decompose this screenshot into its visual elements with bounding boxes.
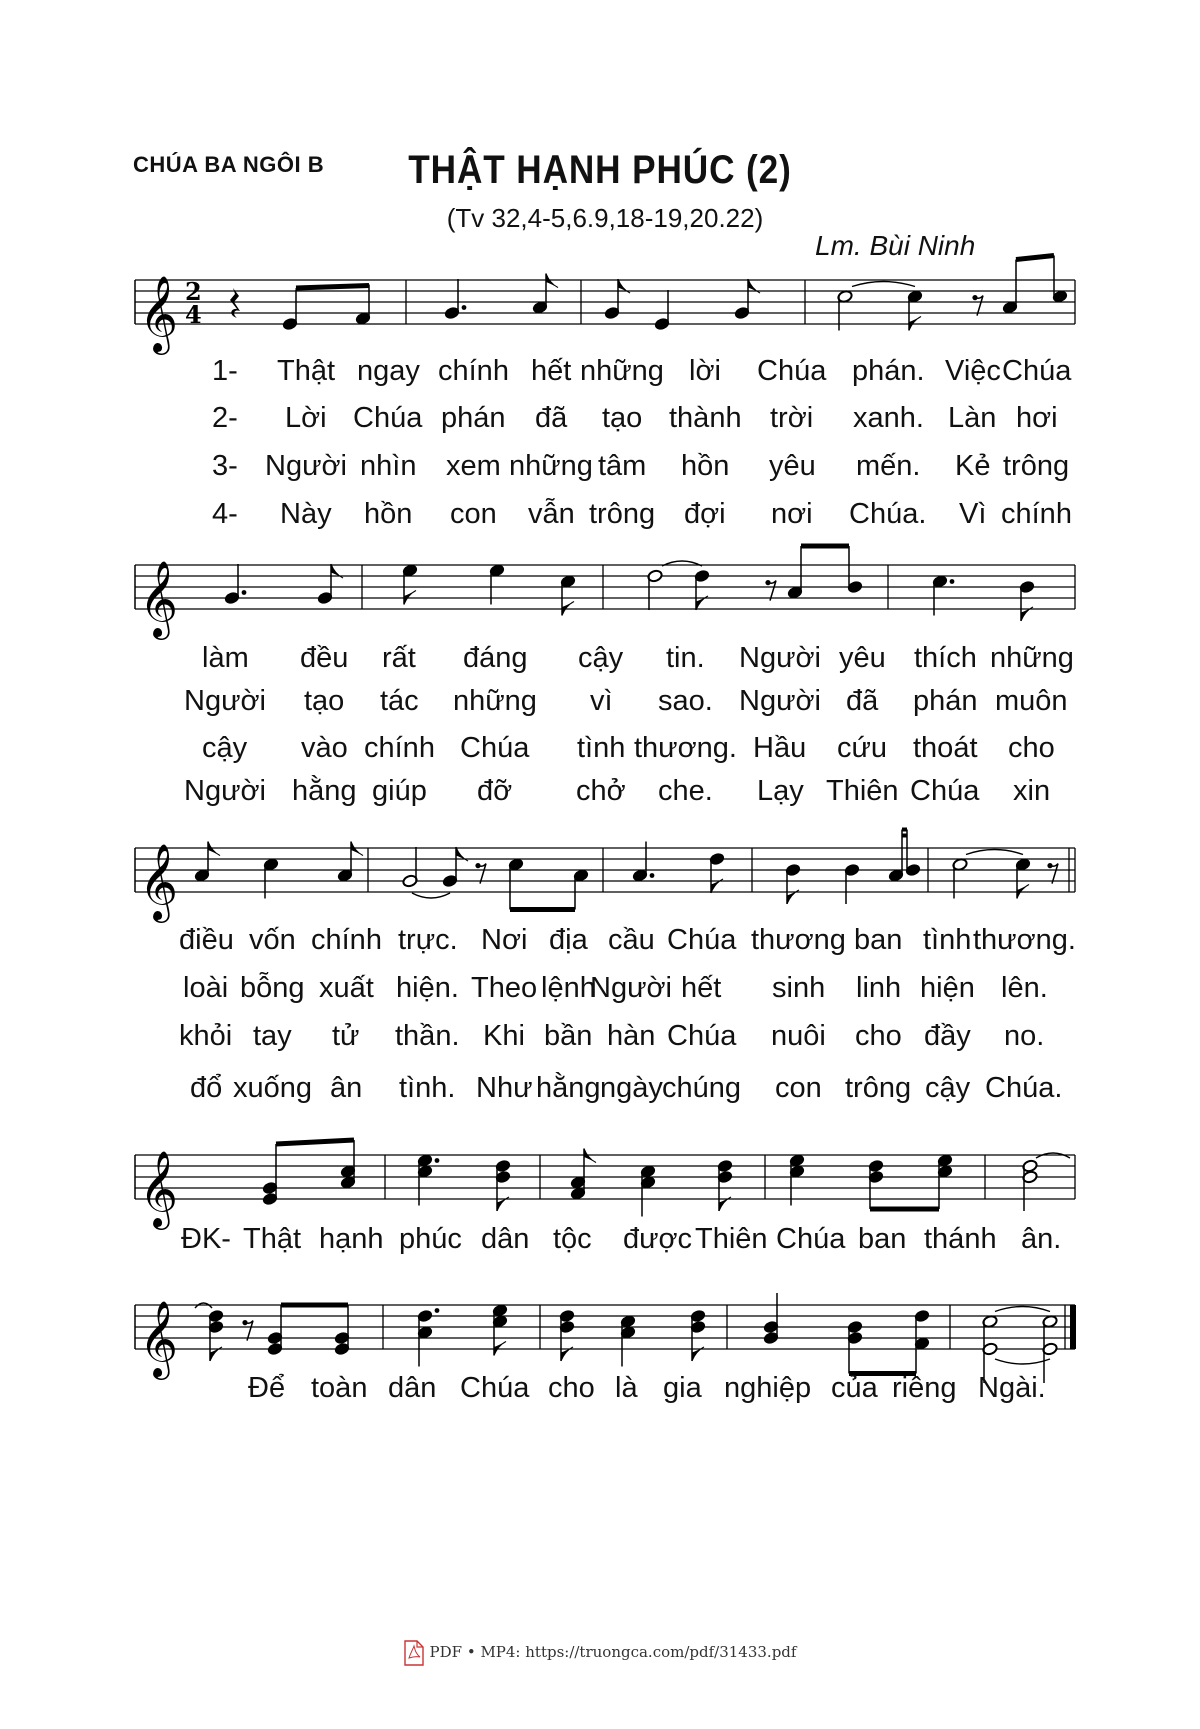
lyric-word: tình — [923, 924, 972, 956]
lyric-word: thương — [751, 924, 846, 956]
lyric-word: thành — [669, 402, 742, 434]
lyric-word: tình. — [399, 1072, 456, 1104]
lyric-word: loài — [183, 972, 229, 1004]
lyric-word: nghiệp — [724, 1372, 812, 1404]
lyric-word: tạo — [602, 402, 643, 434]
lyric-word: đáng — [463, 642, 528, 674]
lyric-word: tình — [577, 732, 626, 764]
augmentation-dot — [435, 1158, 440, 1163]
lyric-word: riêng — [892, 1372, 957, 1404]
lyric-word: Chúa — [1002, 355, 1072, 387]
augmentation-dot — [242, 590, 247, 595]
lyric-word: bỗng — [240, 972, 305, 1004]
lyric-word: ngày — [600, 1072, 663, 1104]
lyric-word: Hầu — [753, 732, 807, 764]
lyric-word: ngay — [357, 355, 420, 387]
note-beam — [276, 1140, 354, 1144]
lyric-word: của — [831, 1372, 878, 1404]
lyric-word: Chúa — [353, 402, 423, 434]
lyric-word: Thật — [243, 1223, 302, 1255]
staff-system-2 — [0, 545, 1200, 635]
lyric-word: chính — [1001, 498, 1072, 530]
lyric-word: nhìn — [360, 450, 417, 482]
lyric-word: Vì — [959, 498, 987, 530]
lyric-word: cho — [1008, 732, 1055, 764]
lyric-word: trông — [1003, 450, 1070, 482]
lyric-word: chở — [576, 775, 626, 807]
time-signature-top: 2 — [185, 277, 202, 306]
lyric-word: Người — [739, 642, 821, 674]
lyric-word: chính — [311, 924, 382, 956]
lyric-word: trông — [845, 1072, 912, 1104]
lyric-word: đều — [300, 642, 349, 674]
lyric-word: 1- — [212, 355, 238, 387]
lyric-word: bần — [544, 1020, 593, 1052]
lyric-word: tộc — [553, 1223, 592, 1255]
lyric-word: Người — [590, 972, 672, 1004]
lyric-word: Chúa — [460, 732, 530, 764]
lyric-word: ĐK- — [181, 1223, 231, 1255]
lyric-word: Này — [280, 498, 332, 530]
lyric-word: Thật — [277, 355, 336, 387]
lyric-word: vốn — [249, 924, 296, 956]
occasion-label: CHÚA BA NGÔI B — [133, 152, 325, 177]
lyric-word: điều — [179, 924, 234, 956]
lyric-word: Lời — [285, 402, 327, 434]
lyric-word: ban — [854, 924, 903, 956]
lyric-word: chính — [364, 732, 435, 764]
lyric-word: đổ — [190, 1072, 223, 1104]
verse-lyrics-row — [0, 355, 1200, 395]
lyric-word: xuất — [319, 972, 374, 1004]
lyric-word: chúng — [662, 1072, 742, 1104]
lyric-word: thần. — [395, 1020, 460, 1052]
lyric-word: thương. — [634, 732, 737, 764]
lyric-word: Việc — [945, 355, 1001, 387]
lyric-word: những — [580, 355, 664, 387]
refrain-lyrics-row — [0, 1223, 1200, 1263]
lyric-word: nơi — [771, 498, 813, 530]
lyric-word: tạo — [304, 685, 345, 717]
lyric-word: địa — [549, 924, 588, 956]
lyric-word: dân — [388, 1372, 437, 1404]
verse-lyrics-row — [0, 642, 1200, 682]
lyric-word: giúp — [372, 775, 427, 807]
tie — [995, 1359, 1050, 1364]
lyric-word: Chúa — [460, 1372, 530, 1404]
lyric-word: hồn — [364, 498, 413, 530]
treble-clef-icon: 𝄞 — [139, 560, 179, 637]
footer-link[interactable] — [0, 1640, 1200, 1666]
verse-lyrics-row — [0, 1072, 1200, 1112]
lyric-word: Làn — [948, 402, 997, 434]
lyric-word: cậy — [925, 1072, 971, 1104]
lyric-word: Thiên — [826, 775, 899, 807]
lyric-word: cho — [855, 1020, 902, 1052]
lyric-word: trực. — [398, 924, 458, 956]
lyric-word: xanh. — [853, 402, 924, 434]
lyric-word: hằng — [292, 775, 357, 807]
lyric-word: Chúa. — [985, 1072, 1063, 1104]
lyric-word: Để — [248, 1372, 286, 1404]
lyric-word: thoát — [913, 732, 978, 764]
lyric-word: cậy — [202, 732, 248, 764]
lyric-word: 2- — [212, 402, 238, 434]
lyric-word: Chúa — [776, 1223, 846, 1255]
lyric-word: làm — [202, 642, 249, 674]
lyric-word: ban — [858, 1223, 907, 1255]
lyric-word: 3- — [212, 450, 238, 482]
lyric-word: đầy — [924, 1020, 971, 1052]
verse-lyrics-row — [0, 732, 1200, 772]
lyric-word: tay — [253, 1020, 292, 1052]
staff-system-1 — [0, 260, 1200, 350]
lyric-word: đã — [846, 685, 879, 717]
refrain-lyrics-row — [0, 1372, 1200, 1412]
lyric-word: Ngài. — [978, 1372, 1046, 1404]
lyric-word: Theo — [471, 972, 538, 1004]
augmentation-dot — [435, 1308, 440, 1313]
lyric-word: hết — [531, 355, 572, 387]
verse-lyrics-row — [0, 685, 1200, 725]
lyric-word: yêu — [769, 450, 816, 482]
final-barline — [1070, 1305, 1076, 1349]
lyric-word: cứu — [837, 732, 888, 764]
lyric-word: ân — [330, 1072, 363, 1104]
lyric-word: tử — [332, 1020, 360, 1052]
lyric-word: Khi — [483, 1020, 525, 1052]
verse-lyrics-row — [0, 972, 1200, 1012]
lyric-word: thương. — [973, 924, 1076, 956]
lyric-word: cậy — [578, 642, 624, 674]
augmentation-dot — [650, 873, 655, 878]
verse-lyrics-row — [0, 498, 1200, 538]
lyric-word: hồn — [681, 450, 730, 482]
lyric-word: lệnh — [541, 972, 596, 1004]
staff-system-5 — [0, 1285, 1200, 1375]
lyric-word: hằng — [536, 1072, 601, 1104]
tie — [412, 893, 450, 898]
lyric-word: yêu — [839, 642, 886, 674]
lyric-word: vì — [590, 685, 613, 717]
lyric-word: linh — [856, 972, 902, 1004]
staff-system-3 — [0, 828, 1200, 918]
treble-clef-icon: 𝄞 — [139, 275, 179, 352]
lyric-word: Người — [184, 685, 266, 717]
lyric-word: Chúa — [667, 924, 737, 956]
lyric-word: trời — [770, 402, 814, 434]
verse-lyrics-row — [0, 450, 1200, 490]
verse-lyrics-row — [0, 924, 1200, 964]
lyric-word: ân. — [1021, 1223, 1062, 1255]
treble-clef-icon: 𝄞 — [139, 1300, 179, 1377]
lyric-word: Chúa — [667, 1020, 737, 1052]
lyric-word: Chúa. — [849, 498, 927, 530]
lyric-word: con — [450, 498, 497, 530]
lyric-word: phán. — [852, 355, 925, 387]
time-signature-bottom: 4 — [185, 300, 202, 329]
lyric-word: Nơi — [481, 924, 528, 956]
lyric-word: mến. — [856, 450, 921, 482]
psalm-reference: (Tv 32,4-5,6.9,18-19,20.22) — [446, 203, 764, 233]
lyric-word: hết — [681, 972, 722, 1004]
lyric-word: những — [453, 685, 537, 717]
lyric-word: hiện — [920, 972, 975, 1004]
lyric-word: rất — [382, 642, 416, 674]
lyric-word: Chúa — [757, 355, 827, 387]
treble-clef-icon: 𝄞 — [139, 1150, 179, 1227]
pdf-icon — [404, 1640, 424, 1666]
lyric-word: toàn — [311, 1372, 368, 1404]
footer-text: PDF • MP4: https://truongca.com/pdf/31433.pdf — [429, 1643, 797, 1661]
lyric-word: vẫn — [528, 498, 575, 530]
verse-lyrics-row — [0, 402, 1200, 442]
augmentation-dot — [950, 579, 955, 584]
lyric-word: đợi — [684, 498, 726, 530]
lyric-word: lời — [689, 355, 721, 387]
tie — [852, 282, 915, 287]
lyric-word: nuôi — [771, 1020, 826, 1052]
staff-system-4 — [0, 1135, 1200, 1225]
tie — [966, 850, 1023, 855]
lyric-word: thánh — [924, 1223, 997, 1255]
treble-clef-icon: 𝄞 — [139, 843, 179, 920]
lyric-word: đã — [535, 402, 568, 434]
lyric-word: tin. — [666, 642, 705, 674]
lyric-word: hiện. — [396, 972, 459, 1004]
lyric-word: hạnh — [319, 1223, 384, 1255]
lyric-word: khỏi — [179, 1020, 233, 1052]
lyric-word: Như — [476, 1072, 533, 1104]
lyric-word: phúc — [399, 1223, 462, 1255]
lyric-word: Chúa — [910, 775, 980, 807]
lyric-word: hàn — [607, 1020, 656, 1052]
lyric-word: chính — [438, 355, 509, 387]
lyric-word: xem — [446, 450, 501, 482]
lyric-word: Người — [184, 775, 266, 807]
lyric-word: tác — [380, 685, 419, 717]
lyric-word: Lạy — [757, 775, 804, 807]
lyric-word: phán — [913, 685, 978, 717]
lyric-word: lên. — [1001, 972, 1048, 1004]
composer: Lm. Bùi Ninh — [815, 230, 976, 261]
augmentation-dot — [462, 305, 467, 310]
lyric-word: phán — [441, 402, 506, 434]
lyric-word: xin — [1013, 775, 1051, 807]
lyric-word: gia — [663, 1372, 702, 1404]
note-beam — [1016, 256, 1054, 260]
lyric-word: là — [615, 1372, 638, 1404]
lyric-word: cho — [548, 1372, 595, 1404]
lyric-word: những — [990, 642, 1074, 674]
lyric-word: tâm — [598, 450, 647, 482]
lyric-word: cầu — [608, 924, 655, 956]
lyric-word: 4- — [212, 498, 238, 530]
lyric-word: thích — [914, 642, 977, 674]
lyric-word: no. — [1004, 1020, 1045, 1052]
note-beam — [296, 286, 369, 289]
lyric-word: che. — [658, 775, 713, 807]
lyric-word: con — [775, 1072, 822, 1104]
lyric-word: Kẻ — [955, 450, 991, 482]
lyric-word: được — [623, 1223, 693, 1255]
verse-lyrics-row — [0, 1020, 1200, 1060]
lyric-word: Người — [739, 685, 821, 717]
song-title: THẬT HẠNH PHÚC (2) — [408, 148, 792, 192]
lyric-word: hơi — [1016, 402, 1058, 434]
tie — [995, 1307, 1050, 1312]
lyric-word: sinh — [772, 972, 826, 1004]
lyric-word: vào — [301, 732, 348, 764]
lyric-word: Thiên — [695, 1223, 768, 1255]
lyric-word: những — [509, 450, 593, 482]
lyric-word: dân — [481, 1223, 530, 1255]
lyric-word: đỡ — [477, 775, 513, 807]
lyric-word: Người — [265, 450, 347, 482]
verse-lyrics-row — [0, 775, 1200, 815]
lyric-word: sao. — [658, 685, 713, 717]
lyric-word: muôn — [995, 685, 1068, 717]
lyric-word: xuống — [233, 1072, 313, 1104]
lyric-word: trông — [589, 498, 656, 530]
